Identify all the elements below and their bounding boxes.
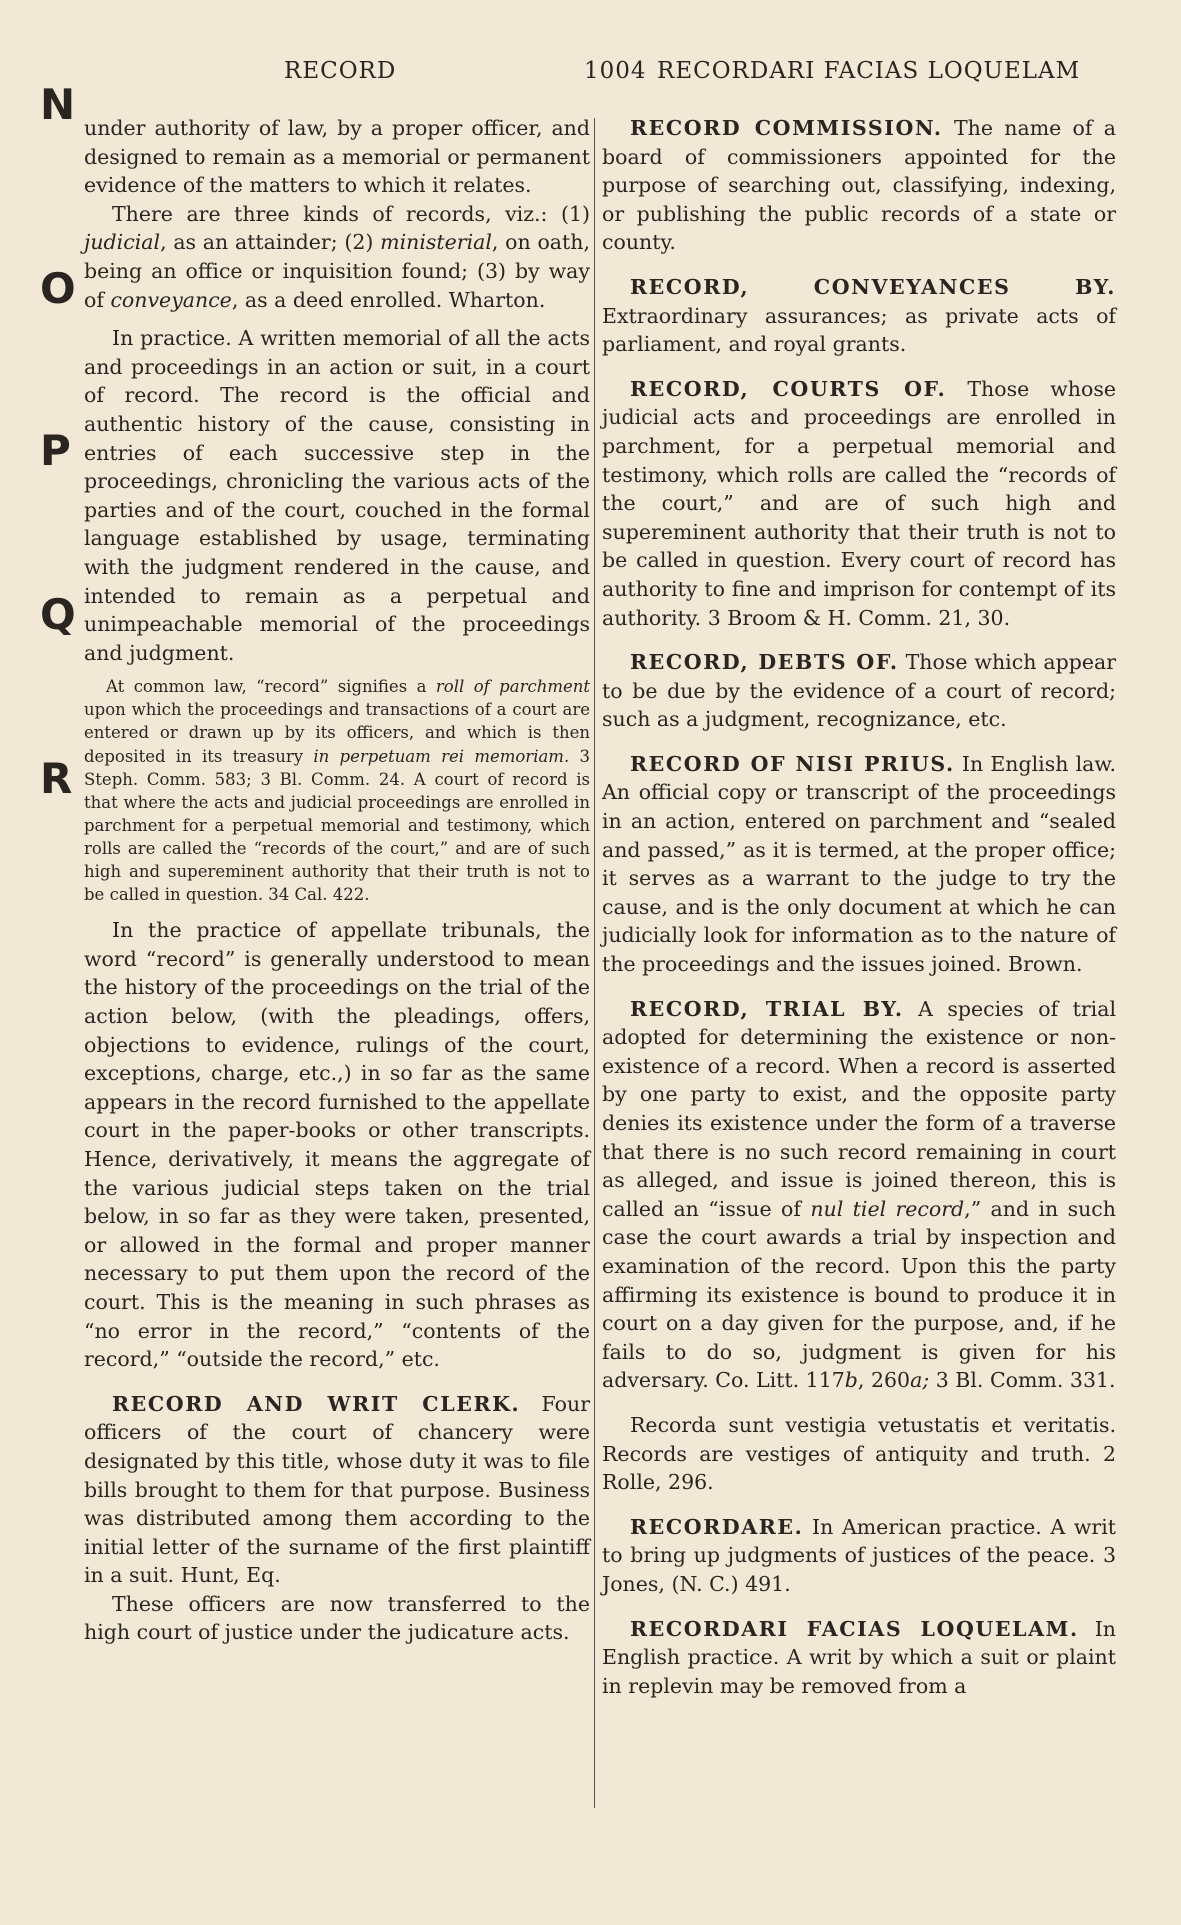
entry-term: RECORDARE. — [630, 1514, 804, 1539]
entry-term: RECORD, COURTS OF. — [630, 376, 947, 401]
page-number: 1004 — [584, 58, 647, 84]
record-definition-continued: under authority of law, by a proper officer, and designed to remain as a memorial or permanent evidence of the matters to which it relates. — [84, 116, 590, 198]
entry-record-of-nisi-prius: RECORD OF NISI PRIUS. In English law. An official copy or transcript of the proceedings in an action, entered on parchment and “sealed and passed,” as it is termed, at the proper office; it serves as a warrant to the judge to try the cause, and is the only document at which he can judicially look for information as to the nature of the proceedings and the issues joined. Brown. — [602, 751, 1116, 977]
kinds-of-records: There are three kinds of records, viz.: (1) judicial, as an attainder; (2) ministerial, on oath, being an office or inquisition found; (3) by way of conveyance, as a deed enrolled. Wharton. — [84, 201, 590, 312]
entry-term: RECORD, CONVEYANCES BY. — [630, 274, 1116, 299]
entry-term: RECORD AND WRIT CLERK. — [112, 1391, 521, 1416]
thumb-index-o: O — [40, 264, 76, 313]
entry-term: RECORDARI FACIAS LOQUELAM. — [630, 1616, 1079, 1641]
entry-record-debts-of: RECORD, DEBTS OF. Those which appear to be due by the evidence of a court of record; such as a judgment, recognizance, etc. — [602, 650, 1116, 732]
header-right-word: RECORDARI FACIAS LOQUELAM — [657, 58, 1081, 84]
entry-record-and-writ-clerk: RECORD AND WRIT CLERK. Four officers of the court of chancery were designated by this title, whose duty it was to file bills brought to them for that purpose. Business was distributed among them according to the initial letter of the surname of the first plaintiff in a suit. Hunt, Eq. — [84, 1391, 591, 1588]
entry-term: RECORD, TRIAL BY. — [630, 996, 904, 1021]
common-law-note: At common law, “record” signifies a roll of parchment upon which the proceedings and transactions of a court are entered or drawn up by its officers, and which is then deposited in its treasury in perpetuam rei memoriam. 3 Steph. Comm. 583; 3 Bl. Comm. 24. A court of record is that where the acts and judicial proceedings are enrolled in parchment for a perpetual memorial and testimony, which rolls are called the “records of the court,” and are of such high and supereminent authority that their truth is not to be called in question. 34 Cal. 422. — [84, 677, 590, 905]
in-practice-paragraph: In practice. A written memorial of all the acts and proceedings in an action or suit, in a court of record. The record is the official and authentic history of the cause, consisting in entries of each successive step in the proceedings, chronicling the various acts of the parties and of the court, couched in the formal language established by usage, terminating with the judgment rendered in the cause, and intended to remain as a perpetual and unimpeachable memorial of the proceedings and judgment. — [84, 326, 590, 665]
appellate-paragraph: In the practice of appellate tribunals, the word “record” is generally understood to mean the history of the proceedings on the trial of the action below, (with the pleadings, offers, objections to evidence, rulings of the court, exceptions, charge, etc.,) in so far as the same appears in the record furnished to the appellate court in the paper-books or other transcripts. Hence, derivatively, it means the aggregate of the various judicial steps taken on the trial below, in so far as they were taken, presented, or allowed in the formal and proper manner necessary to put them upon the record of the court. This is the meaning in such phrases as “no error in the record,” “contents of the record,” “outside the record,” etc. — [84, 918, 590, 1372]
entry-record-conveyances-by: RECORD, CONVEYANCES BY. Extraordinary assurances; as private acts of parliament, and royal grants. — [602, 274, 1116, 357]
entry-record-courts-of: RECORD, COURTS OF. Those whose judicial acts and proceedings are enrolled in parchment, for a perpetual memorial and testimony, which rolls are called the “records of the court,” and are of such high and supereminent authority that their truth is not to be called in question. Every court of record has authority to fine and imprison for contempt of its authority. 3 Broom & H. Comm. 21, 30. — [602, 376, 1116, 630]
thumb-index-p: P — [40, 426, 71, 475]
entry-record-trial-by: RECORD, TRIAL BY. A species of trial adopted for determining the existence or non-existence of a record. When a record is asserted by one party to exist, and the opposite party denies its existence under the form of a traverse that there is no such record remaining in court as alleged, and issue is joined thereon, this is called an “issue of nul tiel record,” and in such case the court awards a trial by inspection and examination of the record. Upon this the party affirming its existence is bound to produce it in court on a day given for the purpose, and, if he fails to do so, judgment is given for his adversary. Co. Litt. 117b, 260a; 3 Bl. Comm. 331. — [602, 996, 1116, 1393]
left-column — [84, 114, 590, 1647]
maxim-recorda: Recorda sunt vestigia vetustatis et veritatis. Records are vestiges of antiquity and truth. 2 Rolle, 296. — [602, 1412, 1116, 1495]
entry-term: RECORD COMMISSION. — [630, 116, 943, 140]
thumb-index-n: N — [40, 80, 76, 129]
entry-recordari-facias-loquelam: RECORDARI FACIAS LOQUELAM. In English practice. A writ by which a suit or plaint in replevin may be removed from a — [602, 1616, 1116, 1698]
right-column — [602, 114, 1116, 1700]
thumb-index-r: R — [40, 754, 73, 803]
writ-clerk-transfer: These officers are now transferred to the high court of justice under the judicature acts. — [84, 1591, 590, 1645]
header-left-word: RECORD — [284, 58, 397, 84]
entry-term: RECORD OF NISI PRIUS. — [630, 751, 955, 776]
entry-record-commission: RECORD COMMISSION. The name of a board of commissioners appointed for the purpose of searching out, classifying, indexing, or publishing the public records of a state or county. — [602, 116, 1116, 255]
running-header — [0, 58, 1181, 94]
entry-term: RECORD, DEBTS OF. — [630, 650, 899, 675]
column-divider — [594, 118, 595, 1808]
entry-recordare: RECORDARE. In American practice. A writ to bring up judgments of justices of the peace. 3 Jones, (N. C.) 491. — [602, 1514, 1116, 1596]
thumb-index-q: Q — [40, 590, 76, 639]
